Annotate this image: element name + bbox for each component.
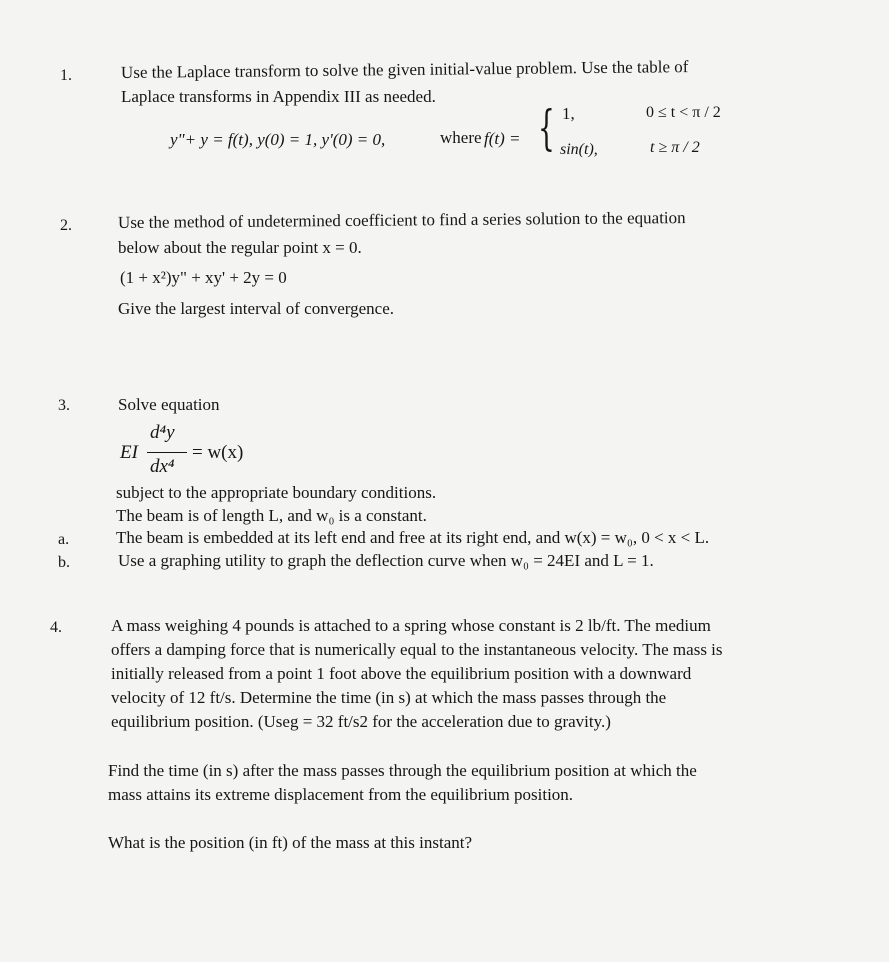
case-2-condition: t ≥ π / 2 — [650, 139, 700, 156]
problem-2-line-2: below about the regular point x = 0. — [118, 238, 362, 257]
problem-2-line-3: Give the largest interval of convergence. — [118, 299, 394, 318]
part-a-text: The beam is embedded at its left end and free at its right end, and w(x) = w₀, 0 < x < L. — [116, 528, 710, 547]
problem-2-number: 2. — [60, 217, 72, 234]
problem-3-number: 3. — [58, 397, 70, 414]
part-a-label: a. — [58, 531, 70, 548]
case-2-value: sin(t), — [560, 141, 598, 158]
problem-1-f-def: f(t) = — [484, 129, 521, 148]
piecewise-brace: { — [538, 100, 555, 156]
part-b-text: Use a graphing utility to graph the deflection curve when w₀ = 24EI and L = 1. — [118, 551, 654, 570]
problem-3-line-1: Solve equation — [118, 395, 220, 414]
part-b-label: b. — [58, 554, 70, 571]
fraction-bar — [147, 452, 187, 453]
equation-numerator: d⁴y — [150, 422, 175, 443]
problem-4-line-2: offers a damping force that is numerically equal to the instantaneous velocity. The mass is — [111, 640, 723, 659]
problem-4-number: 4. — [50, 619, 62, 636]
case-1-condition: 0 ≤ t < π / 2 — [646, 104, 721, 121]
problem-3-line-2: subject to the appropriate boundary conditions. — [116, 483, 437, 502]
problem-2-line-1: Use the method of undetermined coefficient to find a series solution to the equation — [117, 208, 686, 232]
problem-4-q2-line-2: mass attains its extreme displacement from the equilibrium position. — [108, 785, 574, 804]
case-1-value: 1, — [562, 104, 575, 123]
problem-1-line-1: Use the Laplace transform to solve the given initial-value problem. Use the table of — [120, 57, 689, 82]
problem-1-number: 1. — [60, 67, 72, 84]
problem-1-line-2: Laplace transforms in Appendix III as needed. — [121, 87, 436, 106]
problem-4-q2-line-1: Find the time (in s) after the mass passes through the equilibrium position at which the — [108, 761, 697, 780]
problem-4-q3: What is the position (in ft) of the mass at this instant? — [108, 833, 473, 852]
problem-4-line-4: velocity of 12 ft/s. Determine the time (in s) at which the mass passes through the — [111, 688, 667, 707]
problem-1-where: where — [440, 128, 482, 147]
equation-ei: EI — [120, 442, 138, 463]
problem-3-line-3: The beam is of length L, and w₀ is a constant. — [116, 506, 427, 525]
equation-rhs: = w(x) — [192, 442, 244, 463]
problem-4-line-1: A mass weighing 4 pounds is attached to a spring whose constant is 2 lb/ft. The medium — [111, 616, 711, 635]
problem-1-equation: y"+ y = f(t), y(0) = 1, y'(0) = 0, — [170, 130, 386, 149]
problem-2-equation: (1 + x²)y" + xy' + 2y = 0 — [120, 268, 287, 287]
equation-denominator: dx⁴ — [150, 456, 175, 477]
problem-4-line-5: equilibrium position. (Useg = 32 ft/s2 for the acceleration due to gravity.) — [111, 712, 611, 731]
problem-4-line-3: initially released from a point 1 foot above the equilibrium position with a downward — [111, 664, 692, 683]
